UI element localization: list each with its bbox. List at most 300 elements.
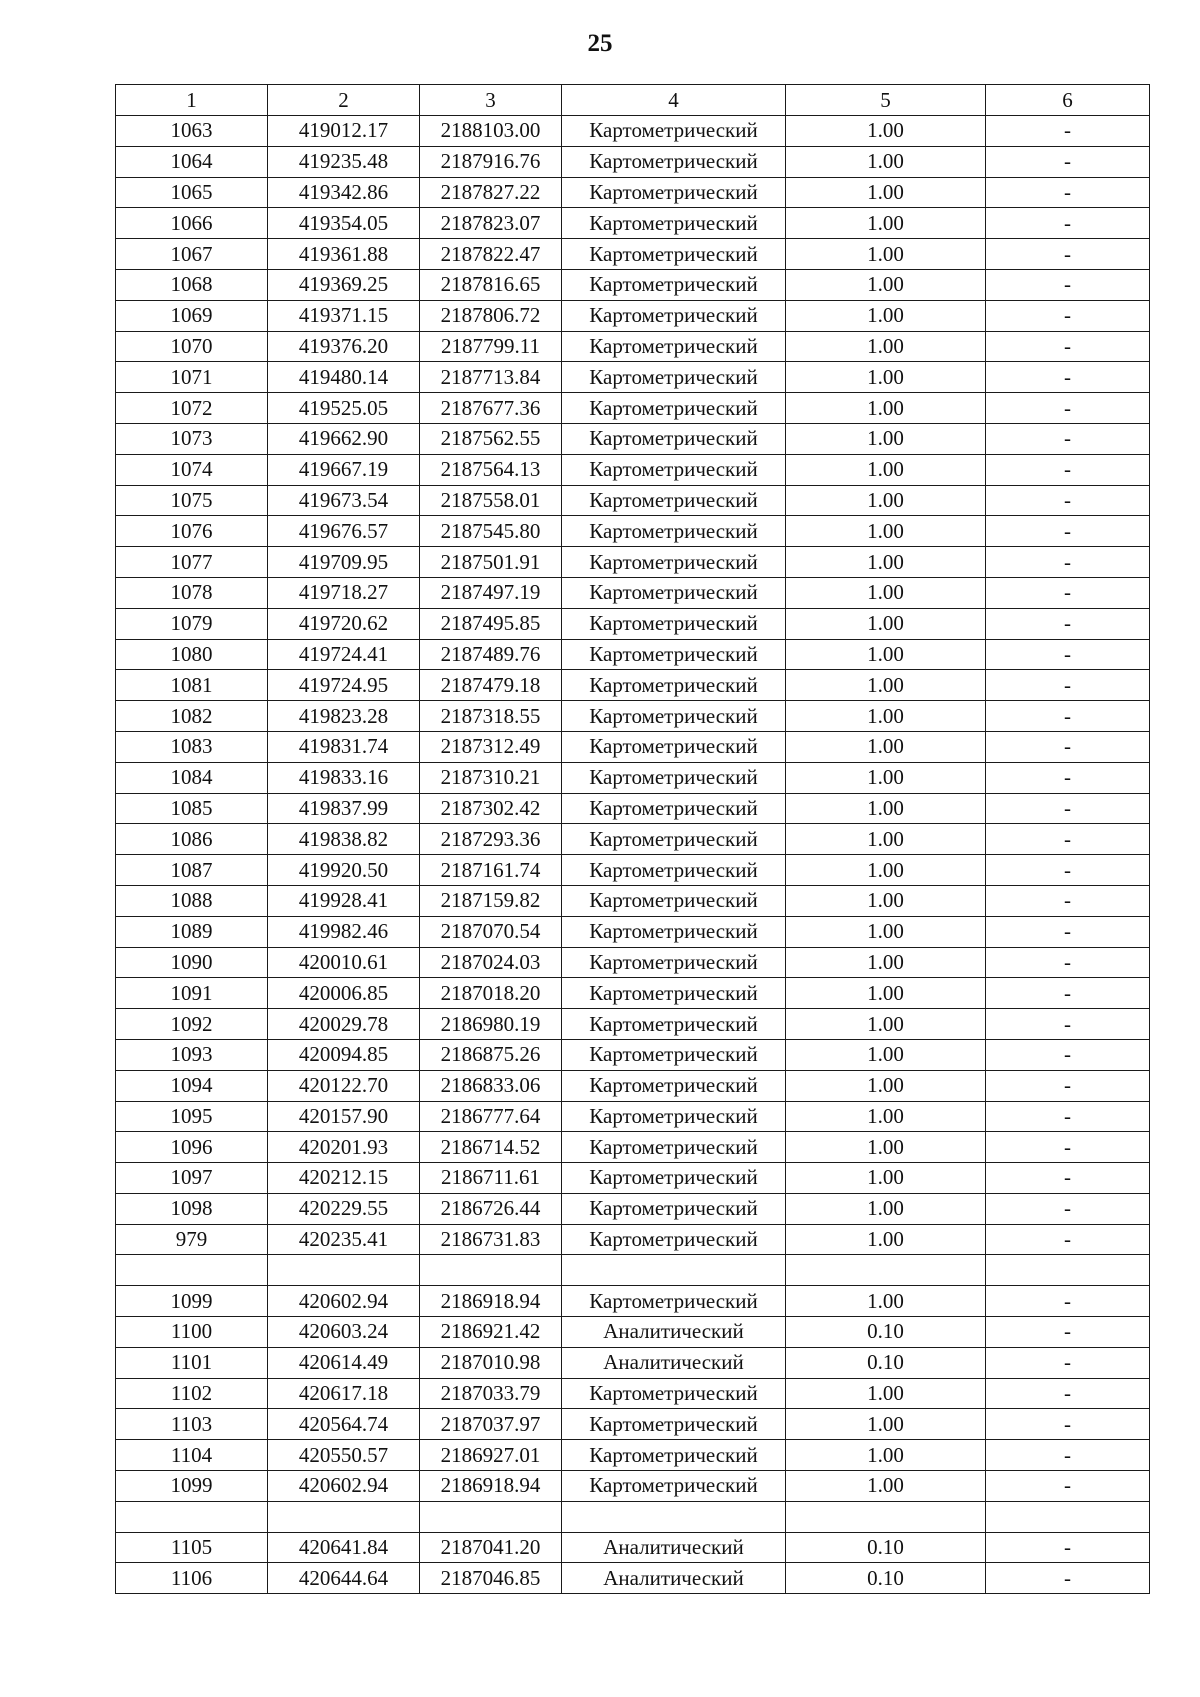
- table-cell: 1.00: [786, 454, 986, 485]
- table-cell: [268, 1501, 420, 1532]
- table-cell: 1070: [116, 331, 268, 362]
- table-cell: 1.00: [786, 362, 986, 393]
- table-cell: 1.00: [786, 639, 986, 670]
- table-row: [116, 731, 1150, 762]
- table-cell: Аналитический: [562, 1532, 786, 1563]
- table-cell: 1.00: [786, 855, 986, 886]
- table-cell: 1.00: [786, 516, 986, 547]
- table-cell: 1074: [116, 454, 268, 485]
- table-cell: -: [986, 454, 1150, 485]
- table-cell: -: [986, 1317, 1150, 1348]
- table-cell: 1.00: [786, 1039, 986, 1070]
- table-cell: 1077: [116, 547, 268, 578]
- table-cell: 2187037.97: [420, 1409, 562, 1440]
- table-cell: 419838.82: [268, 824, 420, 855]
- table-row: [116, 1501, 1150, 1532]
- table-cell: 1.00: [786, 1009, 986, 1040]
- table-cell: [420, 1501, 562, 1532]
- table-cell: 1.00: [786, 269, 986, 300]
- table-cell: -: [986, 577, 1150, 608]
- table-cell: Картометрический: [562, 1070, 786, 1101]
- table-cell: 419662.90: [268, 423, 420, 454]
- table-cell: [786, 1255, 986, 1286]
- table-cell: 419823.28: [268, 701, 420, 732]
- table-cell: 420029.78: [268, 1009, 420, 1040]
- table-cell: -: [986, 978, 1150, 1009]
- table-cell: 3: [420, 85, 562, 116]
- table-cell: 420212.15: [268, 1163, 420, 1194]
- table-cell: 419920.50: [268, 855, 420, 886]
- table-cell: 4: [562, 85, 786, 116]
- table-cell: -: [986, 1347, 1150, 1378]
- table-cell: 0.10: [786, 1347, 986, 1378]
- table-row: [116, 639, 1150, 670]
- table-cell: [986, 1501, 1150, 1532]
- table-cell: 1067: [116, 239, 268, 270]
- table-cell: 420010.61: [268, 947, 420, 978]
- table-row: [116, 670, 1150, 701]
- table-cell: Картометрический: [562, 239, 786, 270]
- table-cell: 1.00: [786, 177, 986, 208]
- table-cell: 419235.48: [268, 146, 420, 177]
- table-cell: 420550.57: [268, 1440, 420, 1471]
- table-cell: Картометрический: [562, 516, 786, 547]
- table-cell: 1.00: [786, 947, 986, 978]
- table-row: [116, 454, 1150, 485]
- table-cell: 1.00: [786, 978, 986, 1009]
- table-cell: 420229.55: [268, 1193, 420, 1224]
- table-row: [116, 1378, 1150, 1409]
- table-cell: Картометрический: [562, 300, 786, 331]
- table-cell: 419982.46: [268, 916, 420, 947]
- table-cell: 2187018.20: [420, 978, 562, 1009]
- table-cell: Картометрический: [562, 916, 786, 947]
- table-cell: 1106: [116, 1563, 268, 1594]
- table-row: [116, 331, 1150, 362]
- table-cell: 2187479.18: [420, 670, 562, 701]
- table-cell: -: [986, 916, 1150, 947]
- table-row: [116, 978, 1150, 1009]
- table-cell: Картометрический: [562, 731, 786, 762]
- table-cell: 2187489.76: [420, 639, 562, 670]
- table-cell: 419525.05: [268, 393, 420, 424]
- table-row: [116, 362, 1150, 393]
- table-cell: Картометрический: [562, 1132, 786, 1163]
- table-cell: 2186980.19: [420, 1009, 562, 1040]
- table-cell: Картометрический: [562, 577, 786, 608]
- table-cell: 1.00: [786, 577, 986, 608]
- table-cell: -: [986, 1163, 1150, 1194]
- table-cell: Картометрический: [562, 639, 786, 670]
- table-cell: 1096: [116, 1132, 268, 1163]
- table-row: [116, 1317, 1150, 1348]
- table-cell: Картометрический: [562, 1286, 786, 1317]
- table-cell: -: [986, 639, 1150, 670]
- table-cell: 1069: [116, 300, 268, 331]
- table-cell: -: [986, 1132, 1150, 1163]
- table-cell: 1.00: [786, 547, 986, 578]
- table-cell: 1091: [116, 978, 268, 1009]
- table-cell: 1088: [116, 885, 268, 916]
- table-cell: Картометрический: [562, 1378, 786, 1409]
- table-row: [116, 701, 1150, 732]
- table-cell: 1097: [116, 1163, 268, 1194]
- table-row: [116, 1224, 1150, 1255]
- table-cell: 2187070.54: [420, 916, 562, 947]
- table-cell: -: [986, 485, 1150, 516]
- table-cell: 1.00: [786, 916, 986, 947]
- table-cell: [116, 1255, 268, 1286]
- table-cell: 1071: [116, 362, 268, 393]
- table-cell: 1: [116, 85, 268, 116]
- table-cell: Картометрический: [562, 423, 786, 454]
- table-cell: 1.00: [786, 485, 986, 516]
- table-cell: 2187713.84: [420, 362, 562, 393]
- table-cell: 1.00: [786, 1224, 986, 1255]
- table-cell: 1089: [116, 916, 268, 947]
- table-cell: 1.00: [786, 731, 986, 762]
- table-row: [116, 608, 1150, 639]
- table-cell: Картометрический: [562, 608, 786, 639]
- table-cell: 1.00: [786, 824, 986, 855]
- table-cell: 1084: [116, 762, 268, 793]
- table-cell: 1.00: [786, 1132, 986, 1163]
- table-cell: 419676.57: [268, 516, 420, 547]
- table-row: [116, 1347, 1150, 1378]
- table-cell: 420614.49: [268, 1347, 420, 1378]
- table-cell: 420564.74: [268, 1409, 420, 1440]
- table-cell: 5: [786, 85, 986, 116]
- table-cell: Картометрический: [562, 1471, 786, 1502]
- table-row: [116, 762, 1150, 793]
- table-cell: 419342.86: [268, 177, 420, 208]
- table-cell: 1100: [116, 1317, 268, 1348]
- table-cell: 0.10: [786, 1317, 986, 1348]
- table-cell: 2187161.74: [420, 855, 562, 886]
- table-cell: 2187558.01: [420, 485, 562, 516]
- table-cell: 1.00: [786, 116, 986, 147]
- table-cell: Картометрический: [562, 547, 786, 578]
- table-cell: 2187562.55: [420, 423, 562, 454]
- table-cell: 1.00: [786, 1193, 986, 1224]
- table-cell: 1099: [116, 1471, 268, 1502]
- table-cell: -: [986, 731, 1150, 762]
- table-cell: 419831.74: [268, 731, 420, 762]
- table-cell: 419361.88: [268, 239, 420, 270]
- table-cell: 2187041.20: [420, 1532, 562, 1563]
- table-row: [116, 1163, 1150, 1194]
- table-cell: 2187799.11: [420, 331, 562, 362]
- table-cell: [116, 1501, 268, 1532]
- table-cell: Картометрический: [562, 177, 786, 208]
- table-cell: Картометрический: [562, 824, 786, 855]
- table-row: [116, 1101, 1150, 1132]
- table-cell: 1081: [116, 670, 268, 701]
- coordinates-table-body: [116, 85, 1150, 1594]
- table-row: [116, 855, 1150, 886]
- table-cell: 1.00: [786, 885, 986, 916]
- table-cell: 2187302.42: [420, 793, 562, 824]
- table-cell: -: [986, 1039, 1150, 1070]
- table-cell: 419833.16: [268, 762, 420, 793]
- table-cell: 419667.19: [268, 454, 420, 485]
- table-cell: 2187822.47: [420, 239, 562, 270]
- table-cell: 1087: [116, 855, 268, 886]
- table-cell: 6: [986, 85, 1150, 116]
- table-cell: Картометрический: [562, 331, 786, 362]
- table-cell: [786, 1501, 986, 1532]
- table-cell: 1.00: [786, 208, 986, 239]
- table-cell: 2187501.91: [420, 547, 562, 578]
- table-cell: 1.00: [786, 331, 986, 362]
- table-cell: -: [986, 393, 1150, 424]
- table-cell: -: [986, 701, 1150, 732]
- table-cell: 2188103.00: [420, 116, 562, 147]
- table-row: [116, 1563, 1150, 1594]
- table-row: [116, 885, 1150, 916]
- table-cell: 1.00: [786, 701, 986, 732]
- table-cell: 419371.15: [268, 300, 420, 331]
- table-cell: -: [986, 177, 1150, 208]
- table-row: [116, 1255, 1150, 1286]
- table-row: [116, 916, 1150, 947]
- table-cell: 2187318.55: [420, 701, 562, 732]
- table-cell: 2187024.03: [420, 947, 562, 978]
- table-cell: -: [986, 331, 1150, 362]
- table-cell: Картометрический: [562, 208, 786, 239]
- table-cell: 2187312.49: [420, 731, 562, 762]
- table-cell: -: [986, 516, 1150, 547]
- table-cell: Картометрический: [562, 1409, 786, 1440]
- table-cell: 2187159.82: [420, 885, 562, 916]
- table-cell: Картометрический: [562, 1440, 786, 1471]
- table-cell: -: [986, 1409, 1150, 1440]
- table-cell: 2187823.07: [420, 208, 562, 239]
- table-cell: 1.00: [786, 1286, 986, 1317]
- table-cell: Картометрический: [562, 1009, 786, 1040]
- table-cell: 0.10: [786, 1532, 986, 1563]
- table-cell: 1.00: [786, 1163, 986, 1194]
- table-cell: 2187827.22: [420, 177, 562, 208]
- table-cell: Картометрический: [562, 454, 786, 485]
- table-row: [116, 208, 1150, 239]
- table-row: [116, 485, 1150, 516]
- table-cell: 420602.94: [268, 1471, 420, 1502]
- table-row: [116, 393, 1150, 424]
- table-cell: -: [986, 762, 1150, 793]
- table-cell: 1073: [116, 423, 268, 454]
- table-cell: -: [986, 1378, 1150, 1409]
- table-cell: 419837.99: [268, 793, 420, 824]
- table-cell: -: [986, 1440, 1150, 1471]
- table-cell: 420235.41: [268, 1224, 420, 1255]
- table-row: [116, 423, 1150, 454]
- table-row: [116, 239, 1150, 270]
- table-cell: 420006.85: [268, 978, 420, 1009]
- table-cell: 419720.62: [268, 608, 420, 639]
- table-cell: -: [986, 793, 1150, 824]
- table-cell: Картометрический: [562, 978, 786, 1009]
- table-cell: 419709.95: [268, 547, 420, 578]
- table-cell: 1079: [116, 608, 268, 639]
- table-cell: -: [986, 1193, 1150, 1224]
- table-cell: 1103: [116, 1409, 268, 1440]
- table-cell: 1.00: [786, 793, 986, 824]
- table-cell: 1.00: [786, 1409, 986, 1440]
- table-cell: -: [986, 824, 1150, 855]
- table-cell: -: [986, 208, 1150, 239]
- table-row: [116, 947, 1150, 978]
- table-cell: Картометрический: [562, 885, 786, 916]
- table-cell: 420201.93: [268, 1132, 420, 1163]
- table-cell: Картометрический: [562, 762, 786, 793]
- table-cell: 419724.95: [268, 670, 420, 701]
- table-cell: 1.00: [786, 146, 986, 177]
- table-cell: 0.10: [786, 1563, 986, 1594]
- table-row: [116, 1471, 1150, 1502]
- table-cell: -: [986, 269, 1150, 300]
- table-cell: 420602.94: [268, 1286, 420, 1317]
- table-cell: Картометрический: [562, 485, 786, 516]
- table-row: [116, 1039, 1150, 1070]
- table-cell: 1.00: [786, 608, 986, 639]
- table-cell: Картометрический: [562, 947, 786, 978]
- table-cell: 1098: [116, 1193, 268, 1224]
- table-cell: -: [986, 670, 1150, 701]
- table-cell: -: [986, 1563, 1150, 1594]
- table-cell: 1095: [116, 1101, 268, 1132]
- table-cell: 2186726.44: [420, 1193, 562, 1224]
- table-row: [116, 516, 1150, 547]
- table-row: [116, 1009, 1150, 1040]
- table-cell: -: [986, 239, 1150, 270]
- table-cell: 419012.17: [268, 116, 420, 147]
- table-cell: 1.00: [786, 393, 986, 424]
- table-cell: Картометрический: [562, 1101, 786, 1132]
- table-cell: 2187495.85: [420, 608, 562, 639]
- table-cell: -: [986, 146, 1150, 177]
- table-cell: 1078: [116, 577, 268, 608]
- table-cell: Картометрический: [562, 670, 786, 701]
- table-cell: 1072: [116, 393, 268, 424]
- table-cell: 1075: [116, 485, 268, 516]
- table-cell: 2187310.21: [420, 762, 562, 793]
- table-cell: Картометрический: [562, 146, 786, 177]
- table-cell: 1.00: [786, 1070, 986, 1101]
- table-cell: 1083: [116, 731, 268, 762]
- table-cell: 1064: [116, 146, 268, 177]
- table-row: [116, 269, 1150, 300]
- table-row: [116, 1286, 1150, 1317]
- page-number: 25: [587, 30, 613, 57]
- table-row: [116, 1070, 1150, 1101]
- table-cell: 420644.64: [268, 1563, 420, 1594]
- table-cell: 2186833.06: [420, 1070, 562, 1101]
- coordinates-table: [115, 84, 1150, 1594]
- table-cell: 1099: [116, 1286, 268, 1317]
- table-cell: [562, 1501, 786, 1532]
- table-cell: Картометрический: [562, 855, 786, 886]
- table-cell: 1.00: [786, 300, 986, 331]
- table-cell: Картометрический: [562, 393, 786, 424]
- table-row: [116, 824, 1150, 855]
- table-cell: 420157.90: [268, 1101, 420, 1132]
- table-cell: 2186918.94: [420, 1286, 562, 1317]
- table-cell: 2186875.26: [420, 1039, 562, 1070]
- table-cell: 420617.18: [268, 1378, 420, 1409]
- table-row: [116, 1193, 1150, 1224]
- table-cell: -: [986, 300, 1150, 331]
- table-cell: Картометрический: [562, 793, 786, 824]
- table-cell: 2186714.52: [420, 1132, 562, 1163]
- table-cell: Картометрический: [562, 1224, 786, 1255]
- table-row: [116, 793, 1150, 824]
- table-cell: 2187564.13: [420, 454, 562, 485]
- table-cell: 2187033.79: [420, 1378, 562, 1409]
- table-cell: 1101: [116, 1347, 268, 1378]
- table-cell: 2187677.36: [420, 393, 562, 424]
- table-row: [116, 547, 1150, 578]
- table-cell: -: [986, 855, 1150, 886]
- table-cell: 419724.41: [268, 639, 420, 670]
- table-cell: 420641.84: [268, 1532, 420, 1563]
- table-cell: 2187545.80: [420, 516, 562, 547]
- table-cell: -: [986, 885, 1150, 916]
- table-cell: 1.00: [786, 1471, 986, 1502]
- table-cell: 420094.85: [268, 1039, 420, 1070]
- table-row: [116, 300, 1150, 331]
- table-cell: 1068: [116, 269, 268, 300]
- table-cell: 419718.27: [268, 577, 420, 608]
- table-row: [116, 116, 1150, 147]
- table-cell: 1066: [116, 208, 268, 239]
- table-cell: 419354.05: [268, 208, 420, 239]
- table-cell: 1094: [116, 1070, 268, 1101]
- table-cell: -: [986, 1101, 1150, 1132]
- table-cell: 979: [116, 1224, 268, 1255]
- table-cell: 2187816.65: [420, 269, 562, 300]
- table-cell: 1080: [116, 639, 268, 670]
- table-cell: 1.00: [786, 423, 986, 454]
- table-cell: 2187293.36: [420, 824, 562, 855]
- table-cell: 2187046.85: [420, 1563, 562, 1594]
- table-cell: 419928.41: [268, 885, 420, 916]
- table-cell: Аналитический: [562, 1317, 786, 1348]
- table-cell: 2187806.72: [420, 300, 562, 331]
- table-cell: 1092: [116, 1009, 268, 1040]
- table-cell: -: [986, 116, 1150, 147]
- table-cell: 1.00: [786, 1378, 986, 1409]
- table-row: [116, 1132, 1150, 1163]
- table-cell: 1.00: [786, 239, 986, 270]
- table-row: [116, 1532, 1150, 1563]
- table-cell: Картометрический: [562, 701, 786, 732]
- table-cell: -: [986, 1070, 1150, 1101]
- table-header-row: [116, 85, 1150, 116]
- table-cell: 1.00: [786, 762, 986, 793]
- table-cell: 1086: [116, 824, 268, 855]
- table-cell: -: [986, 1471, 1150, 1502]
- table-cell: 2186921.42: [420, 1317, 562, 1348]
- table-cell: Картометрический: [562, 362, 786, 393]
- table-row: [116, 1409, 1150, 1440]
- table-cell: 1090: [116, 947, 268, 978]
- table-cell: 1076: [116, 516, 268, 547]
- table-cell: 2186777.64: [420, 1101, 562, 1132]
- table-row: [116, 1440, 1150, 1471]
- table-cell: 1.00: [786, 1101, 986, 1132]
- table-cell: 1104: [116, 1440, 268, 1471]
